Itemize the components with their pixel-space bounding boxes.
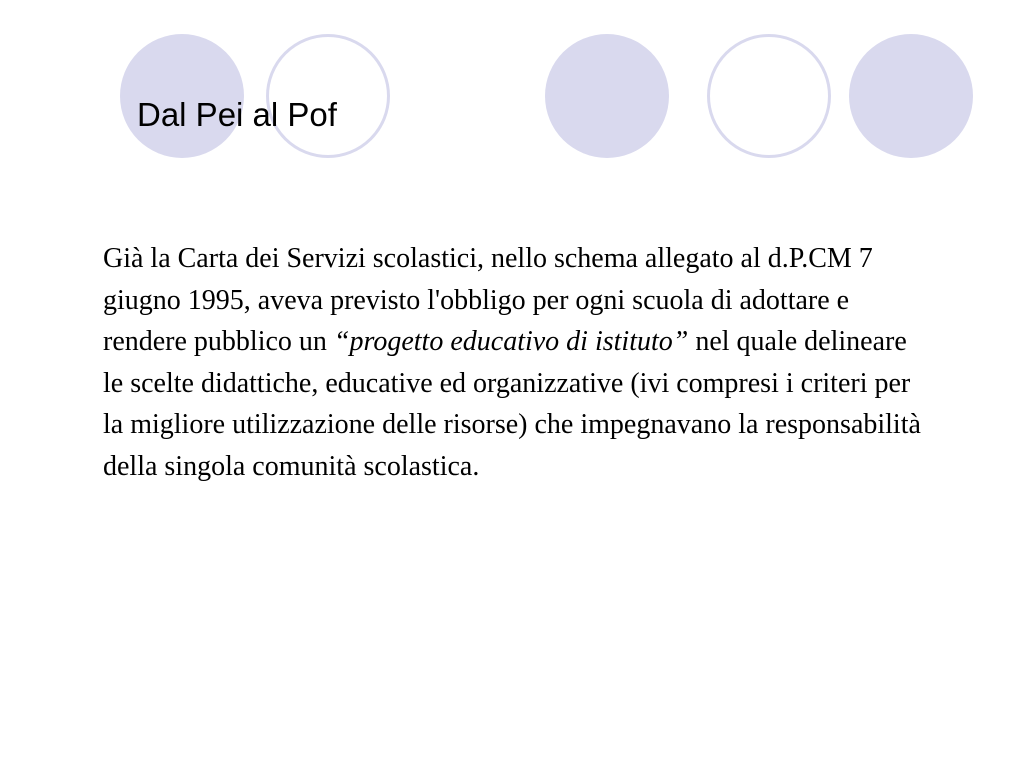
decorative-circle-filled: [545, 34, 669, 158]
slide-body-paragraph: [103, 238, 923, 487]
paragraph-text-part1: Già la Carta dei Servizi scolastici, nello schema allegato al d.P.CM 7 giugno 1995, aveva previsto l'obbligo per ogni scuola di adottare e rendere pubblico un: [103, 243, 873, 357]
paragraph-text-part2: nel quale delineare le scelte didattiche, educative ed organizzative (ivi compresi i criteri per la migliore utilizzazione delle risorse) che impegnavano la responsabilità della singola comunità scolastica.: [103, 326, 921, 482]
slide-title: Dal Pei al Pof: [137, 96, 337, 133]
decorative-circle-filled: [849, 34, 973, 158]
decorative-circle-outline: [707, 34, 831, 158]
paragraph-emphasis: “progetto educativo di istituto”: [333, 326, 689, 357]
